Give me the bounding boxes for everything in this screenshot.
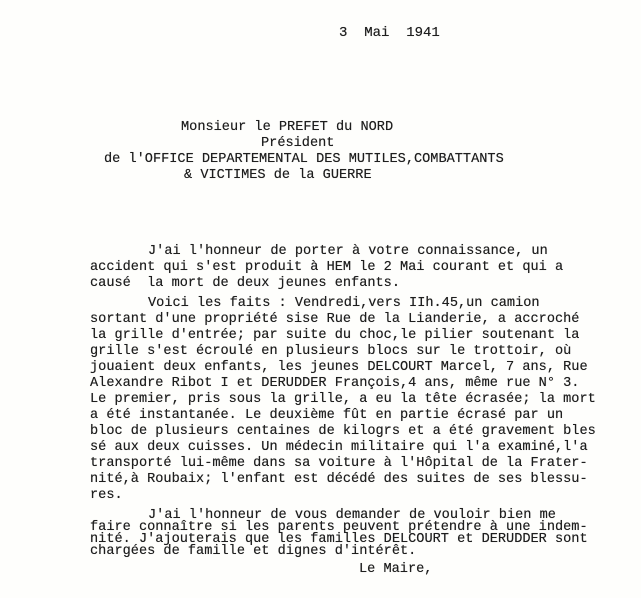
body-text-line: bloc de plusieurs centaines de kilogrs et a été gravement bles — [90, 424, 596, 439]
addressee-line: Président — [261, 136, 335, 151]
letter-date: 3 Mai 1941 — [339, 25, 440, 41]
addressee-line: Monsieur le PREFET du NORD — [181, 120, 394, 135]
body-text-line: res. — [90, 488, 123, 503]
body-text-line: accident qui s'est produit à HEM le 2 Mai courant et qui a — [90, 260, 564, 275]
body-text-line: sé aux deux cuisses. Un médecin militaire qui l'a examiné,l'a — [90, 440, 588, 455]
body-text-line: Le premier, pris sous la grille, a eu la tête écrasée; la mort — [90, 392, 596, 407]
addressee-line: & VICTIMES de la GUERRE — [184, 168, 372, 183]
body-text-line: la grille d'entrée; par suite du choc,le pilier soutenant la — [90, 328, 580, 343]
addressee-line: de l'OFFICE DEPARTEMENTAL DES MUTILES,COMBATTANTS — [104, 152, 504, 167]
body-text-line: nité,à Roubaix; l'enfant est décédé des suites de ses blessu- — [90, 472, 588, 487]
body-text-line: J'ai l'honneur de vous demander de vouloir bien me — [148, 508, 556, 523]
body-text-line: a été instantanée. Le deuxième fût en partie écrasé par un — [90, 408, 564, 423]
body-text-line: transporté lui-même dans sa voiture à l'Hôpital de la Frater- — [90, 456, 588, 471]
body-text-line: grille s'est écroulé en plusieurs blocs sur le trottoir, où — [90, 344, 572, 359]
body-text-line: Voici les faits : Vendredi,vers IIh.45,un camion — [148, 296, 540, 311]
body-text-line: sortant d'une propriété sise Rue de la Lianderie, a accroché — [90, 312, 580, 327]
signature-closing: Le Maire, — [359, 562, 433, 577]
body-text-line: Alexandre Ribot I et DERUDDER François,4 ans, même rue N° 3. — [90, 376, 580, 391]
body-text-line: jouaient deux enfants, les jeunes DELCOURT Marcel, 7 ans, Rue — [90, 360, 588, 375]
body-text-line: causé la mort de deux jeunes enfants. — [90, 276, 400, 291]
body-text-line: chargées de famille et dignes d'intérêt. — [90, 544, 417, 559]
body-text-line: J'ai l'honneur de porter à votre connaissance, un — [148, 244, 548, 259]
body-text-line: faire connaître si les parents peuvent prétendre à une indem- — [90, 520, 588, 535]
body-text-line: nité. J'ajouterais que les familles DELCOURT et DERUDDER sont — [90, 532, 588, 547]
